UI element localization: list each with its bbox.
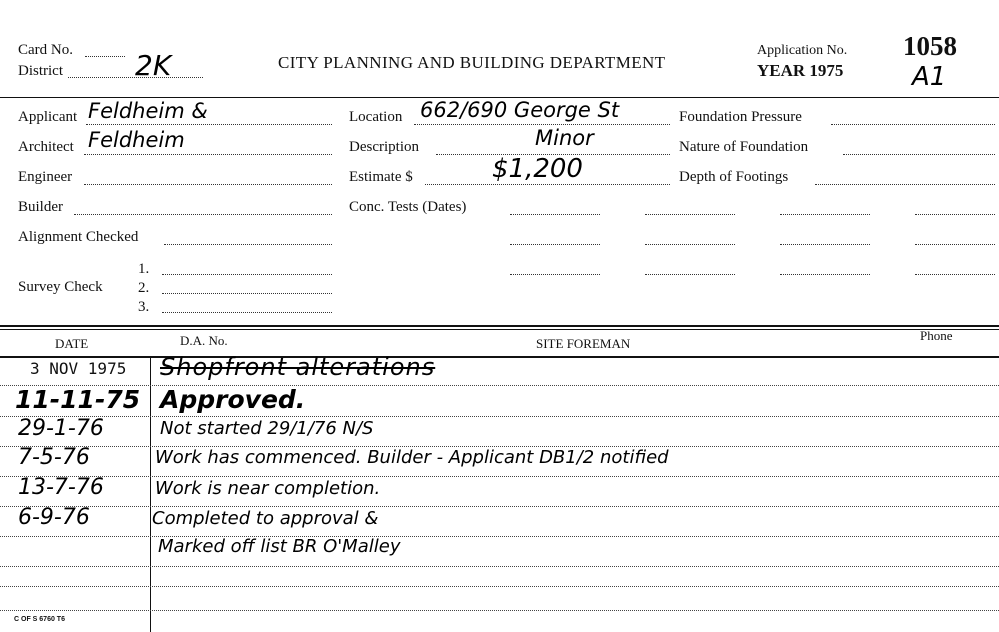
log-entry-text: Marked off list BR O'Malley <box>158 536 401 557</box>
row-line-1 <box>0 385 999 386</box>
conc-line-1a <box>510 214 600 215</box>
log-entry-date: 3 NOV 1975 <box>30 359 127 378</box>
description-label: Description <box>349 139 419 155</box>
applicant-line <box>86 124 332 125</box>
estimate-line <box>425 184 670 185</box>
row-line-2 <box>0 416 999 417</box>
location-line <box>414 124 670 125</box>
applicant-label: Applicant <box>18 109 78 125</box>
conc-line-3d <box>915 274 995 275</box>
da-header: D.A. No. <box>180 333 228 348</box>
row-line-9 <box>0 610 999 611</box>
conc-line-2a <box>510 244 600 245</box>
year-label: YEAR 1975 <box>757 61 844 80</box>
conc-tests-label: Conc. Tests (Dates) <box>349 199 467 215</box>
log-entry-text: Completed to approval & <box>152 508 379 529</box>
log-top-border <box>0 325 999 327</box>
survey-line-2 <box>162 293 332 294</box>
architect-line <box>84 154 332 155</box>
log-entry-text: Work has commenced. Builder - Applicant DB1/2 notified <box>155 447 669 468</box>
application-suffix: A1 <box>912 62 947 92</box>
conc-line-1b <box>645 214 735 215</box>
log-entry-date: 6-9-76 <box>18 505 90 530</box>
conc-line-2b <box>645 244 735 245</box>
applicant-value: Feldheim & <box>88 99 208 123</box>
date-header: DATE <box>55 336 89 351</box>
conc-line-3a <box>510 274 600 275</box>
card-no-label: Card No. <box>18 42 73 58</box>
survey-item-1: 1. <box>138 261 150 277</box>
survey-label: Survey Check <box>18 279 103 295</box>
conc-line-1d <box>915 214 995 215</box>
date-column-divider <box>150 356 151 632</box>
nature-foundation-label: Nature of Foundation <box>679 139 809 155</box>
log-entry-text: Shopfront alterations <box>160 353 436 381</box>
survey-item-3: 3. <box>138 299 150 315</box>
form-code: C OF S 6760 T6 <box>14 616 65 623</box>
survey-item-2: 2. <box>138 280 150 296</box>
row-line-7 <box>0 566 999 567</box>
log-entry-date: 13-7-76 <box>18 475 104 500</box>
description-value: Minor <box>535 126 594 150</box>
conc-line-2d <box>915 244 995 245</box>
nature-foundation-line <box>843 154 995 155</box>
log-entry-date: 7-5-76 <box>18 445 90 470</box>
foundation-pressure-label: Foundation Pressure <box>679 109 802 125</box>
conc-line-3b <box>645 274 735 275</box>
survey-line-3 <box>162 312 332 313</box>
engineer-label: Engineer <box>18 169 73 185</box>
row-line-5 <box>0 506 999 507</box>
row-line-4 <box>0 476 999 477</box>
application-label: Application No. <box>757 43 848 58</box>
district-value: 2K <box>135 49 172 82</box>
location-value: 662/690 George St <box>420 98 620 122</box>
foundation-pressure-line <box>831 124 995 125</box>
architect-label: Architect <box>18 139 74 155</box>
location-label: Location <box>349 109 403 125</box>
phone-header: Phone <box>920 328 953 343</box>
row-line-8 <box>0 586 999 587</box>
depth-footings-line <box>815 184 995 185</box>
alignment-line <box>164 244 332 245</box>
card-no-line <box>85 56 125 57</box>
district-label: District <box>18 63 63 79</box>
estimate-value: $1,200 <box>492 154 583 184</box>
depth-footings-label: Depth of Footings <box>679 169 789 185</box>
conc-line-3c <box>780 274 870 275</box>
alignment-label: Alignment Checked <box>18 229 139 245</box>
log-entry-date: 11-11-75 <box>15 385 141 414</box>
engineer-line <box>84 184 332 185</box>
survey-line-1 <box>162 274 332 275</box>
architect-value: Feldheim <box>88 128 185 152</box>
builder-label: Builder <box>18 199 63 215</box>
row-line-6 <box>0 536 999 537</box>
dept-title: CITY PLANNING AND BUILDING DEPARTMENT <box>278 53 666 72</box>
conc-line-2c <box>780 244 870 245</box>
log-entry-text: Approved. <box>160 385 306 414</box>
conc-line-1c <box>780 214 870 215</box>
builder-line <box>74 214 332 215</box>
application-no: 1058 <box>903 31 957 61</box>
log-top-border-2 <box>0 329 999 330</box>
log-entry-date: 29-1-76 <box>18 416 104 441</box>
estimate-label: Estimate $ <box>349 169 413 185</box>
log-entry-text: Work is near completion. <box>155 478 381 499</box>
log-entry-text: Not started 29/1/76 N/S <box>160 418 374 439</box>
foreman-header: SITE FOREMAN <box>536 336 631 351</box>
